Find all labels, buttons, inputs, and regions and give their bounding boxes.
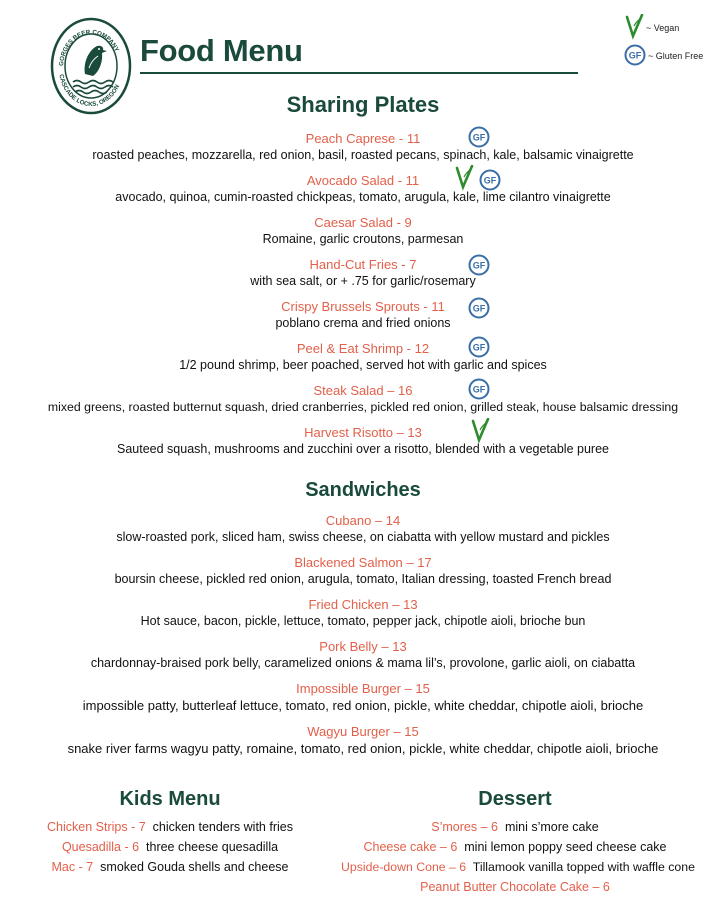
menu-item-desc: impossible patty, butterleaf lettuce, tomato, red onion, pickle, white cheddar, chipotle aioli, brioche: [82, 698, 644, 713]
menu-item-name: Crispy Brussels Sprouts - 11: [281, 299, 445, 314]
menu-item-desc: poblano crema and fried onions: [275, 316, 451, 330]
title-underline: [140, 72, 578, 74]
menu-item-name: Peel & Eat Shrimp - 12: [296, 341, 430, 356]
legend-gluten-free: [624, 44, 703, 68]
kids-item-name: Chicken Strips - 7: [47, 820, 146, 834]
menu-item-name: Wagyu Burger – 15: [307, 724, 419, 739]
kids-item-name: Quesadilla - 6: [61, 840, 140, 854]
menu-item-name: Harvest Risotto – 13: [304, 425, 422, 440]
section-title-sharing: Sharing Plates: [286, 92, 440, 117]
gluten-free-icon: [468, 126, 490, 148]
dessert-item: [320, 820, 710, 834]
menu-item-name: Blackened Salmon – 17: [294, 555, 432, 570]
svg-text:GF: GF: [472, 303, 486, 314]
dessert-item-name: Peanut Butter Chocolate Cake – 6: [420, 880, 610, 894]
dessert-item-name: Upside-down Cone – 6: [341, 860, 467, 874]
svg-text:GF: GF: [472, 384, 486, 395]
vegan-icon: [470, 418, 490, 444]
page-title: Food Menu: [140, 33, 303, 68]
menu-item-desc: avocado, quinoa, cumin-roasted chickpeas, tomato, arugula, kale, lime cilantro vinaigrette: [115, 190, 611, 204]
section-title-sandwiches: Sandwiches: [305, 479, 421, 501]
svg-text:GF: GF: [472, 260, 486, 271]
dessert-item-desc: mini lemon poppy seed cheese cake: [464, 840, 667, 854]
gluten-free-icon: [479, 169, 501, 191]
dessert-item-name: Cheese cake – 6: [363, 840, 458, 854]
menu-item-desc: Hot sauce, bacon, pickle, lettuce, tomato, pepper jack, chipotle aioli, brioche bun: [140, 614, 586, 628]
menu-item-desc: Romaine, garlic croutons, parmesan: [262, 232, 464, 246]
menu-item-desc: snake river farms wagyu patty, romaine, tomato, red onion, pickle, white cheddar, chipotle aioli, brioche: [67, 741, 659, 756]
kids-item-name: Mac - 7: [51, 860, 94, 874]
menu-item-desc: mixed greens, roasted butternut squash, dried cranberries, pickled red onion, grilled steak, house balsamic dressing: [47, 400, 679, 414]
menu-item-desc: 1/2 pound shrimp, beer poached, served hot with garlic and spices: [179, 358, 547, 372]
gluten-free-icon: [468, 297, 490, 319]
menu-item-name: Fried Chicken – 13: [308, 597, 418, 612]
vegan-icon: [454, 165, 474, 191]
menu-item-desc: with sea salt, or + .75 for garlic/rosemary: [250, 274, 476, 288]
menu-item-name: Steak Salad – 16: [313, 383, 413, 398]
dessert-item: [320, 860, 716, 874]
svg-text:GORGES BEER COMPANY: GORGES BEER COMPANY: [58, 28, 121, 67]
section-title-dessert: Dessert: [478, 788, 552, 810]
kids-item-desc: chicken tenders with fries: [152, 820, 293, 834]
menu-item-name: Cubano – 14: [325, 513, 401, 528]
dessert-item-desc: Tillamook vanilla topped with waffle cone: [472, 860, 695, 874]
menu-item-name: Impossible Burger – 15: [296, 681, 430, 696]
gluten-free-icon: [468, 254, 490, 276]
dessert-item: [320, 840, 710, 854]
kids-item-desc: smoked Gouda shells and cheese: [100, 860, 289, 874]
svg-text:GF: GF: [628, 50, 642, 61]
dessert-item-desc: mini s’more cake: [504, 820, 599, 834]
legend-vegan: [624, 14, 679, 42]
kids-item-desc: three cheese quesadilla: [146, 840, 279, 854]
legend-gluten-free-label: ~ Gluten Free: [648, 51, 704, 61]
menu-item-desc: slow-roasted pork, sliced ham, swiss cheese, on ciabatta with yellow mustard and pickles: [116, 530, 610, 544]
svg-text:GF: GF: [472, 342, 486, 353]
dessert-item-name: S’mores – 6: [431, 820, 498, 834]
menu-item-name: Pork Belly – 13: [319, 639, 407, 654]
menu-item-desc: Sauteed squash, mushrooms and zucchini over a risotto, blended with a vegetable puree: [117, 442, 609, 456]
menu-item-desc: chardonnay-braised pork belly, caramelized onions & mama lil’s, provolone, garlic aioli, on ciabatta: [90, 656, 636, 670]
menu-item-desc: boursin cheese, pickled red onion, arugula, tomato, Italian dressing, toasted French bread: [114, 572, 612, 586]
menu-item-name: Peach Caprese - 11: [305, 131, 421, 146]
kids-item: [20, 860, 320, 874]
gluten-free-icon: [468, 336, 490, 358]
svg-text:CASCADE LOCKS, OREGON: CASCADE LOCKS, OREGON: [57, 73, 122, 109]
menu-item-name: Avocado Salad - 11: [306, 173, 420, 188]
svg-text:GF: GF: [483, 175, 497, 186]
kids-item: [20, 840, 320, 854]
gluten-free-icon: [624, 44, 646, 68]
kids-item: [20, 820, 320, 834]
svg-text:GF: GF: [472, 132, 486, 143]
menu-item-name: Caesar Salad - 9: [314, 215, 412, 230]
menu-item-desc: roasted peaches, mozzarella, red onion, basil, roasted pecans, spinach, kale, balsamic vinaigrette: [92, 148, 634, 162]
vegan-icon: [624, 14, 644, 42]
gluten-free-icon: [468, 378, 490, 400]
section-title-kids: Kids Menu: [119, 788, 221, 810]
legend-vegan-label: ~ Vegan: [646, 23, 680, 33]
menu-item-name: Hand-Cut Fries - 7: [309, 257, 417, 272]
dessert-item: [320, 880, 710, 894]
